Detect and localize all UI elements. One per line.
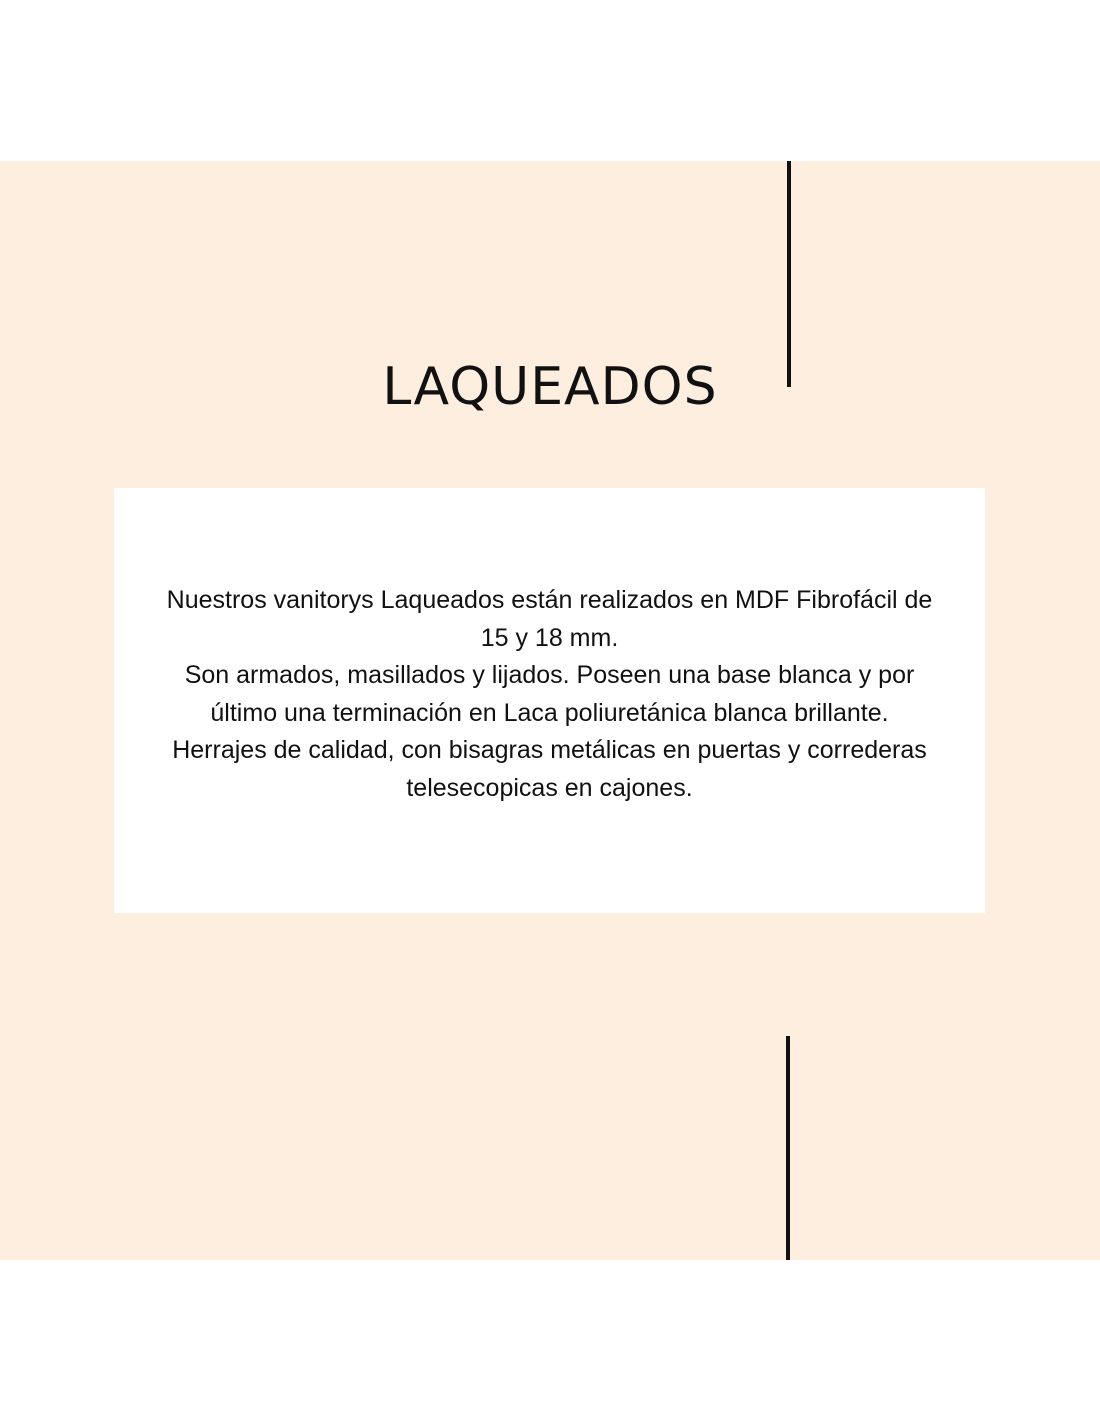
description-paragraph-materials: Nuestros vanitorys Laqueados están realizados en MDF Fibrofácil de 15 y 18 mm. [166,586,933,652]
description-paragraph-finish: Son armados, masillados y lijados. Poseen una base blanca y por último una terminación en Laca poliuretánica blanca brillante. [184,661,915,727]
decorative-vertical-line-top [787,161,791,387]
page-title: LAQUEADOS [382,357,718,417]
description-card [114,488,985,913]
description-paragraph-hardware: Herrajes de calidad, con bisagras metálicas en puertas y correderas telesecopicas en cajones. [172,736,927,802]
decorative-vertical-line-bottom [786,1036,790,1260]
description-text [154,582,945,807]
